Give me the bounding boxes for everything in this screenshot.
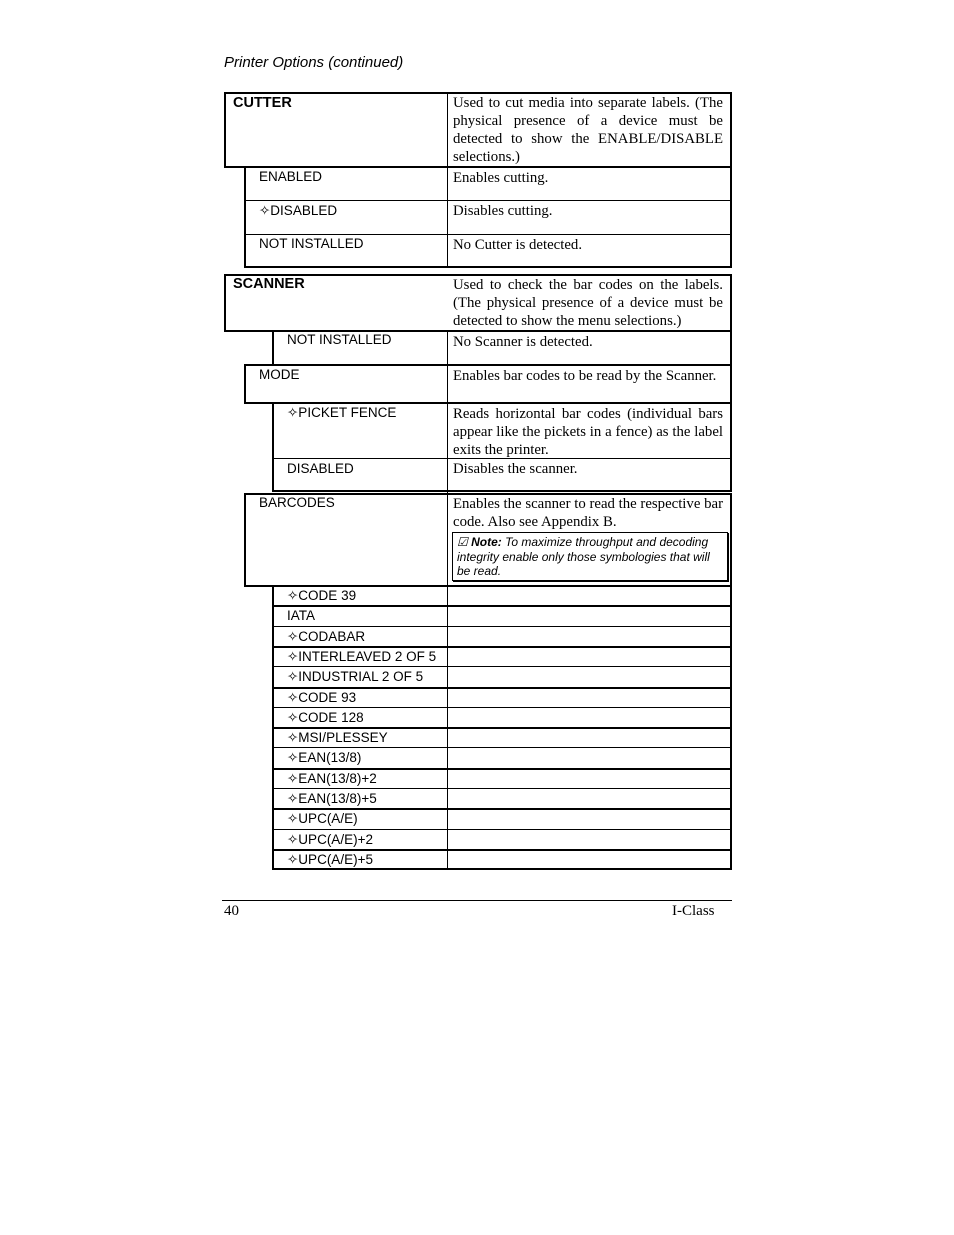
mode-option-picket-fence-desc: Reads horizontal bar codes (individual bars appear like the pickets in a fence) as the label exits the printer. xyxy=(453,406,723,458)
row-divider xyxy=(244,234,732,235)
barcode-item-label: ✧UPC(A/E) xyxy=(287,811,358,826)
note-box xyxy=(452,532,728,581)
barcode-item xyxy=(274,728,730,748)
barcode-item-label: ✧CODABAR xyxy=(287,629,366,644)
barcode-item-label: ✧INTERLEAVED 2 OF 5 xyxy=(287,649,437,664)
note-label: Note: xyxy=(471,535,502,549)
cutter-desc: Used to cut media into separate labels. (The physical presence of a device must be detected to show the ENABLE/DISABLE selections.) xyxy=(453,95,723,165)
footer-product: I-Class xyxy=(672,903,715,919)
barcode-item-label: ✧UPC(A/E)+5 xyxy=(287,852,373,867)
footer-rule xyxy=(222,900,732,901)
barcode-item xyxy=(274,748,730,768)
column-divider xyxy=(447,332,448,587)
cutter-option-not-installed-desc: No Cutter is detected. xyxy=(453,237,583,253)
checkbox-icon: ☑ xyxy=(457,535,468,549)
cutter-label: CUTTER xyxy=(233,95,292,111)
barcode-item-label: ✧EAN(13/8)+2 xyxy=(287,771,377,786)
barcode-item xyxy=(274,606,730,626)
mode-option-picket-fence: ✧PICKET FENCE xyxy=(287,405,397,420)
cutter-option-enabled: ENABLED xyxy=(259,169,323,184)
barcode-item-label: ✧CODE 128 xyxy=(287,710,364,725)
scanner-mode-label: MODE xyxy=(259,367,300,382)
barcode-item xyxy=(274,789,730,809)
page-number: 40 xyxy=(224,903,239,919)
barcode-item-label: IATA xyxy=(287,608,316,623)
barcode-item xyxy=(274,627,730,647)
barcode-item-label: ✧MSI/PLESSEY xyxy=(287,730,388,745)
cutter-option-enabled-desc: Enables cutting. xyxy=(453,170,549,186)
cutter-option-disabled: ✧DISABLED xyxy=(259,203,338,218)
barcode-item xyxy=(274,830,730,850)
cutter-option-not-installed: NOT INSTALLED xyxy=(259,236,364,251)
barcode-item xyxy=(274,586,730,606)
barcode-item xyxy=(274,850,730,870)
note-text: To maximize throughput and decoding integrity enable only those symbologies that will be read. xyxy=(457,535,710,578)
barcode-item xyxy=(274,647,730,667)
barcode-item-label: ✧INDUSTRIAL 2 OF 5 xyxy=(287,669,424,684)
scanner-barcodes-desc: Enables the scanner to read the respective bar code. Also see Appendix B. xyxy=(453,496,723,530)
barcode-item xyxy=(274,809,730,829)
cutter-option-disabled-desc: Disables cutting. xyxy=(453,203,553,219)
barcode-item-label: ✧EAN(13/8) xyxy=(287,750,362,765)
scanner-mode-desc: Enables bar codes to be read by the Scanner. xyxy=(453,368,717,384)
row-divider xyxy=(244,200,732,201)
scanner-label: SCANNER xyxy=(233,276,305,292)
barcode-item xyxy=(274,769,730,789)
barcode-item-label: ✧UPC(A/E)+2 xyxy=(287,832,373,847)
barcode-item-label: ✧CODE 93 xyxy=(287,690,357,705)
mode-option-disabled: DISABLED xyxy=(287,461,354,476)
barcode-item-label: ✧CODE 39 xyxy=(287,588,357,603)
barcode-item xyxy=(274,667,730,687)
scanner-barcodes-label: BARCODES xyxy=(259,495,335,510)
scanner-not-installed-label: NOT INSTALLED xyxy=(287,332,392,347)
barcode-item xyxy=(274,688,730,708)
page-header: Printer Options (continued) xyxy=(224,54,404,71)
barcode-item-label: ✧EAN(13/8)+5 xyxy=(287,791,377,806)
barcode-item xyxy=(274,708,730,728)
scanner-desc: Used to check the bar codes on the labels. (The physical presence of a device must be detected to show the menu selections.) xyxy=(453,277,723,329)
mode-option-disabled-desc: Disables the scanner. xyxy=(453,461,578,477)
scanner-not-installed-desc: No Scanner is detected. xyxy=(453,334,593,350)
